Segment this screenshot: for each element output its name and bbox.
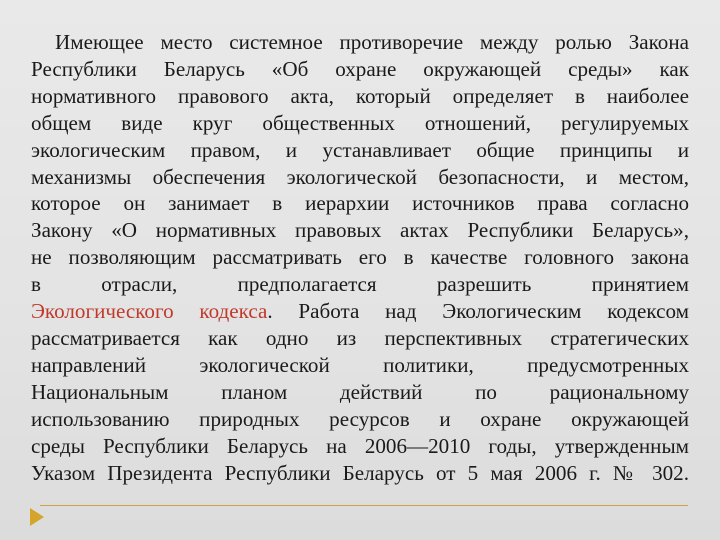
text-line: не позволяющим рассматривать его в качестве головного закона: [31, 245, 689, 270]
text-line: механизмы обеспечения экологической безопасности, и местом,: [31, 164, 689, 189]
text-after-highlight: . Работа над Экологическим кодексом: [267, 299, 689, 324]
text-line: направлений экологической политики, предусмотренных: [31, 352, 689, 377]
text-line: Имеющее место системное противоречие между ролью Закона: [55, 30, 689, 54]
text-line: Республики Беларусь «Об охране окружающей среды» как: [31, 56, 689, 81]
body-paragraph: [31, 29, 689, 486]
text-line: которое он занимает в иерархии источников права согласно: [31, 191, 689, 216]
highlighted-term: Экологического кодекса: [31, 299, 268, 324]
text-line: Указом Президента Республики Беларусь от 5 мая 2006 г. № 302.: [31, 460, 689, 485]
text-line: нормативного правового акта, который определяет в наиболее: [31, 83, 689, 108]
text-line: в отрасли, предполагается разрешить принятием: [31, 272, 689, 297]
text-line: общем виде круг общественных отношений, регулируемых: [31, 110, 689, 135]
text-line: использованию природных ресурсов и охране окружающей: [31, 406, 689, 431]
triangle-arrow-icon: [30, 508, 44, 526]
text-line: экологическим правом, и устанавливает общие принципы и: [31, 137, 689, 162]
text-line: Национальным планом действий по рациональному: [31, 379, 689, 404]
text-line: среды Республики Беларусь на 2006—2010 годы, утвержденным: [31, 433, 689, 458]
text-line-with-highlight: [31, 298, 689, 325]
text-line: рассматривается как одно из перспективных стратегических: [31, 325, 689, 350]
footer-divider: [40, 505, 688, 506]
text-line: Закону «О нормативных правовых актах Республики Беларусь»,: [31, 218, 689, 243]
